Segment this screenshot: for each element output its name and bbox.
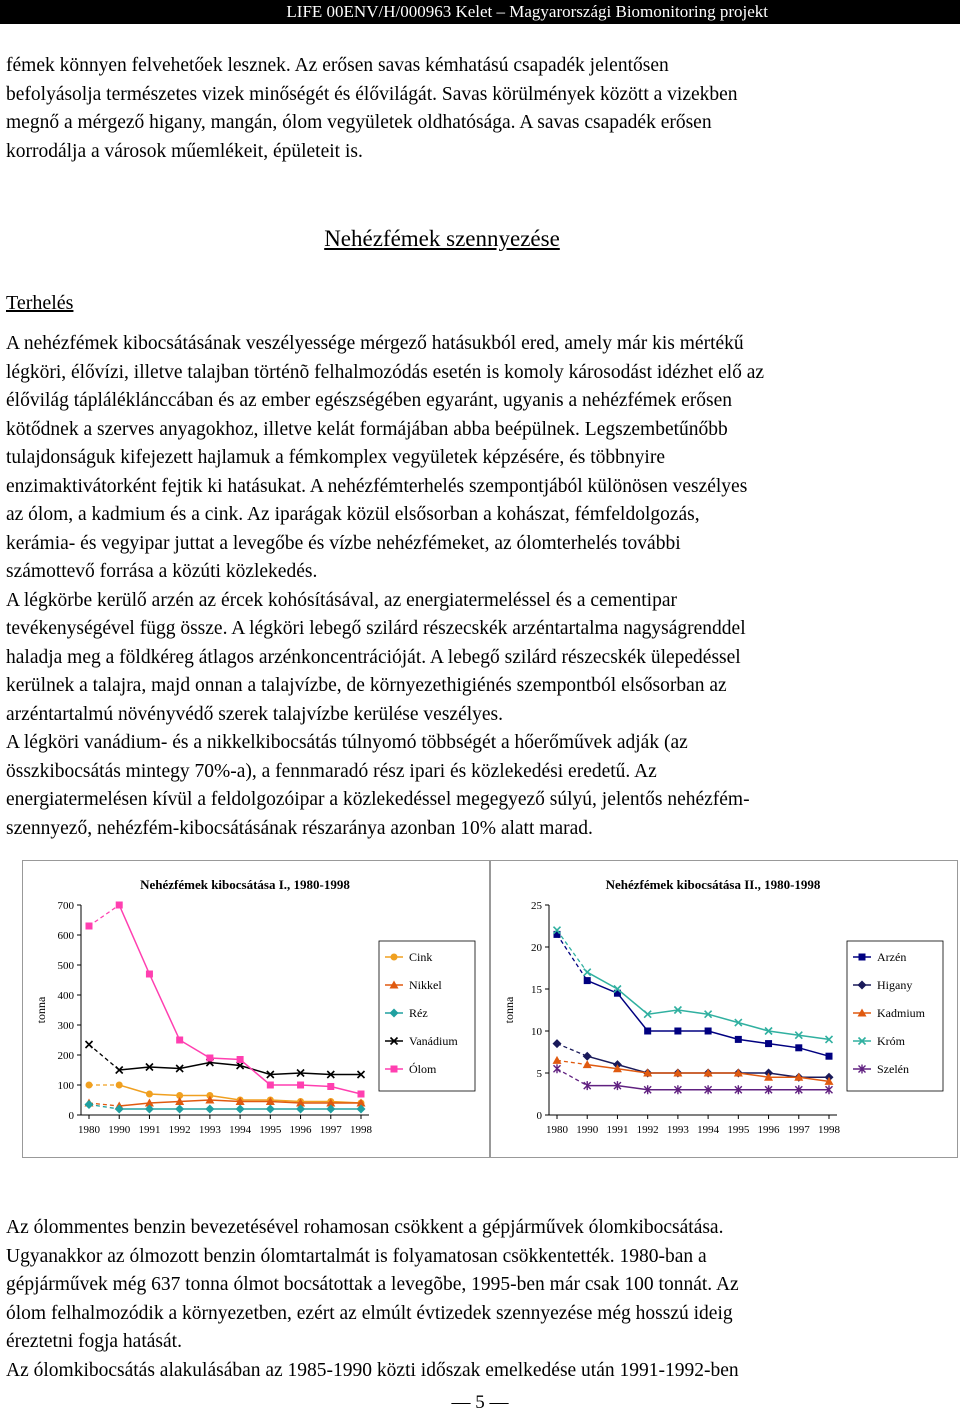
data-point: [553, 1056, 562, 1064]
bottom-paragraphs: [6, 1214, 954, 1385]
x-tick-label: 1997: [787, 1124, 810, 1136]
text-line: kerülnek a talajra, majd onnan a talajvízbe, de környezethigiénés szempontból elsősorban az: [6, 675, 727, 696]
y-tick-label: 25: [531, 900, 542, 912]
text-line: légköri, élővízi, illetve talajban történõ felhalmozódás esetén is komoly károsodást idézhet elő az: [6, 361, 765, 383]
page-header: LIFE 00ENV/H/000963 Kelet – Magyarországi Biomonitoring projekt: [0, 0, 960, 24]
series-line-dashed: [557, 1044, 587, 1057]
x-tick-label: 1993: [666, 1124, 689, 1136]
x-tick-label: 1996: [757, 1124, 780, 1136]
data-point: [735, 1036, 742, 1043]
text-line: Az ólommentes benzin bevezetésével rohamosan csökkent a gépjárművek ólomkibocsátása.: [6, 1217, 724, 1238]
data-point: [266, 1105, 275, 1114]
legend-label: Higany: [877, 978, 913, 992]
body-paragraphs: [6, 330, 954, 843]
chart-emissions-1: [22, 860, 490, 1158]
data-point: [795, 1044, 802, 1051]
legend-label: Vanádium: [409, 1034, 458, 1048]
chart-svg: [491, 861, 957, 1157]
data-point: [826, 1053, 833, 1060]
data-point: [267, 1082, 274, 1089]
data-point: [765, 1040, 772, 1047]
text-line: befolyásolja természetes vizek minőségét és élővilágát. Savas körülmények között a vizekben: [6, 83, 738, 105]
series-line-dashed: [557, 930, 587, 972]
x-tick-label: 1998: [818, 1124, 840, 1136]
text-line: megnő a mérgező higany, mangán, ólom vegyületek oldhatósága. A savas csapadék erősen: [6, 112, 712, 133]
series-line: [587, 981, 829, 1057]
text-line: kötődnek a szerves anyagokhoz, illetve kelát formájában abba beépülnek. Legszembetűnőbb: [6, 418, 728, 440]
data-point: [85, 1100, 94, 1109]
text-line: az ólom, a kadmium és a cink. Az iparágak közül elsősorban a kohászat, fémfeldolgozás,: [6, 504, 700, 525]
text-line: tevékenységével függ össze. A légköri lebegő szilárd részecskék arzéntartalma nagyságrenddel: [6, 618, 746, 639]
x-tick-label: 1995: [259, 1124, 282, 1136]
series-line-dashed: [557, 934, 587, 980]
series-line-dashed: [89, 1105, 119, 1110]
x-tick-label: 1990: [108, 1124, 131, 1136]
data-point: [674, 1028, 681, 1035]
x-tick-label: 1998: [350, 1124, 372, 1136]
x-tick-label: 1991: [138, 1124, 161, 1136]
legend-marker: [391, 1066, 398, 1073]
legend-marker: [859, 954, 866, 961]
y-tick-label: 400: [57, 990, 74, 1002]
series-line-dashed: [89, 905, 119, 926]
text-line: összkibocsátás mintegy 70%-a), a fennmaradó rész ipari és közlekedési eredetű. Az: [6, 760, 657, 782]
chart-title: Nehézfémek kibocsátása I., 1980-1998: [140, 877, 350, 892]
data-point: [175, 1105, 184, 1114]
y-tick-label: 300: [57, 1020, 74, 1032]
data-point: [205, 1105, 214, 1114]
legend-label: Króm: [877, 1034, 905, 1048]
text-line: Az ólomkibocsátás alakulásában az 1985-1990 közti időszak emelkedése után 1991-1992-ben: [6, 1359, 739, 1381]
legend-label: Szelén: [877, 1062, 909, 1076]
data-point: [554, 1064, 561, 1073]
data-point: [553, 1039, 562, 1048]
data-point: [237, 1056, 244, 1063]
data-point: [583, 1060, 592, 1068]
y-tick-label: 200: [57, 1050, 74, 1062]
chart-title: Nehézfémek kibocsátása II., 1980-1998: [605, 877, 821, 892]
series-line-dashed: [89, 1103, 119, 1106]
series-line: [119, 1063, 361, 1075]
text-line: élővilág tápláléklánccában és az ember egészségében egyaránt, ugyanis a nehézfémek erősen: [6, 390, 733, 411]
section-title: Nehézfémek szennyezése: [324, 226, 560, 251]
data-point: [146, 971, 153, 978]
data-point: [176, 1037, 183, 1044]
data-point: [206, 1055, 213, 1062]
x-tick-label: 1990: [576, 1124, 599, 1136]
y-axis-label: tonna: [502, 996, 516, 1024]
text-line: enzimaktivátorként fejtik ki hatásukat. A nehézfémterhelés szempontjából különösen veszélyes: [6, 475, 748, 497]
data-point: [146, 1091, 153, 1098]
y-tick-label: 20: [531, 942, 542, 954]
y-tick-label: 100: [57, 1080, 74, 1092]
x-tick-label: 1980: [78, 1124, 100, 1136]
data-point: [297, 1082, 304, 1089]
text-line: A nehézfémek kibocsátásának veszélyessége mérgező hatásukból ered, amely már kis mértékű: [6, 333, 744, 354]
legend-label: Arzén: [877, 950, 907, 964]
x-tick-label: 1996: [289, 1124, 312, 1136]
text-line: szennyező, nehézfém-kibocsátásának részaránya azonban 10% alatt marad.: [6, 817, 593, 839]
legend-label: Nikkel: [409, 978, 442, 992]
text-line: Ugyanakkor az ólmozott benzin ólomtartalmát is folyamatosan csökkentették. 1980-ban a: [6, 1245, 707, 1267]
text-line: gépjárművek még 637 tonna ólmot bocsátottak a levegõbe, 1995-ben már csak 100 tonnát. Az: [6, 1274, 739, 1295]
text-line: fémek könnyen felvehetőek lesznek. Az erősen savas kémhatású csapadék jelentősen: [6, 55, 669, 76]
y-tick-label: 500: [57, 960, 74, 972]
x-tick-label: 1995: [727, 1124, 750, 1136]
text-line: arzéntartalmú növényvédő szerek talajvízbe kerülése veszélyes.: [6, 703, 504, 725]
x-tick-label: 1994: [229, 1124, 252, 1136]
legend-label: Réz: [409, 1006, 428, 1020]
y-tick-label: 700: [57, 900, 74, 912]
data-point: [584, 977, 591, 984]
data-point: [86, 1082, 93, 1089]
x-tick-label: 1994: [697, 1124, 720, 1136]
legend-label: Ólom: [409, 1062, 437, 1076]
series-line-dashed: [557, 1060, 587, 1064]
chart-svg: [23, 861, 489, 1157]
data-point: [583, 1052, 592, 1061]
x-tick-label: 1992: [636, 1124, 659, 1136]
y-tick-label: 600: [57, 930, 74, 942]
y-tick-label: 10: [531, 1026, 542, 1038]
text-line: korrodálja a városok műemlékeit, épületeit is.: [6, 140, 363, 162]
data-point: [86, 1041, 93, 1048]
data-point: [644, 1028, 651, 1035]
text-line: A légkörbe kerülő arzén az ércek kohósításával, az energiatermeléssel és a cementipar: [6, 589, 677, 611]
x-tick-label: 1997: [319, 1124, 342, 1136]
text-line: haladja meg a földkéreg átlagos arzénkoncentrációját. A lebegő szilárd részecskék ülepedéssel: [6, 646, 741, 668]
y-tick-label: 15: [531, 984, 542, 996]
x-tick-label: 1991: [606, 1124, 629, 1136]
y-axis-label: tonna: [34, 996, 48, 1024]
x-tick-label: 1992: [168, 1124, 191, 1136]
x-tick-label: 1980: [546, 1124, 568, 1136]
data-point: [116, 1082, 123, 1089]
legend-label: Kadmium: [877, 1006, 925, 1020]
x-tick-label: 1993: [198, 1124, 221, 1136]
data-point: [358, 1091, 365, 1098]
text-line: számottevő forrása a közúti közlekedés.: [6, 561, 318, 582]
subsection-title: Terhelés: [6, 292, 74, 314]
text-line: energiatermelésen kívül a feldolgozóipar a közlekedéssel megegyező súlyú, jelentős nehézfém-: [6, 789, 750, 810]
y-tick-label: 0: [536, 1110, 542, 1122]
text-line: ólom felhalmozódik a környezetben, ezért az elmúlt évtizedek szennyezése még hosszú ideig: [6, 1302, 733, 1324]
y-tick-label: 5: [536, 1068, 542, 1080]
text-line: A légköri vanádium- és a nikkelkibocsátás túlnyomó többségét a hőerőművek adják (az: [6, 732, 688, 753]
legend-marker: [391, 954, 398, 961]
text-line: kerámia- és vegyipar juttat a levegőbe és vízbe nehézfémeket, az ólomterhelés további: [6, 532, 681, 554]
y-tick-label: 0: [68, 1110, 74, 1122]
series-line-dashed: [89, 1045, 119, 1071]
page-number: — 5 —: [451, 1392, 509, 1413]
intro-paragraph: [6, 52, 954, 166]
text-line: tulajdonságuk kifejezett hajlamuk a fémkomplex vegyületek képzésére, és többnyire: [6, 447, 665, 468]
data-point: [86, 923, 93, 930]
legend-label: Cink: [409, 950, 433, 964]
data-point: [705, 1028, 712, 1035]
data-point: [584, 969, 591, 976]
chart-emissions-2: [490, 860, 958, 1158]
data-point: [116, 902, 123, 909]
data-point: [236, 1105, 245, 1114]
text-line: éreztetni fogja hatását.: [6, 1331, 182, 1352]
series-line-dashed: [557, 1069, 587, 1086]
data-point: [327, 1083, 334, 1090]
